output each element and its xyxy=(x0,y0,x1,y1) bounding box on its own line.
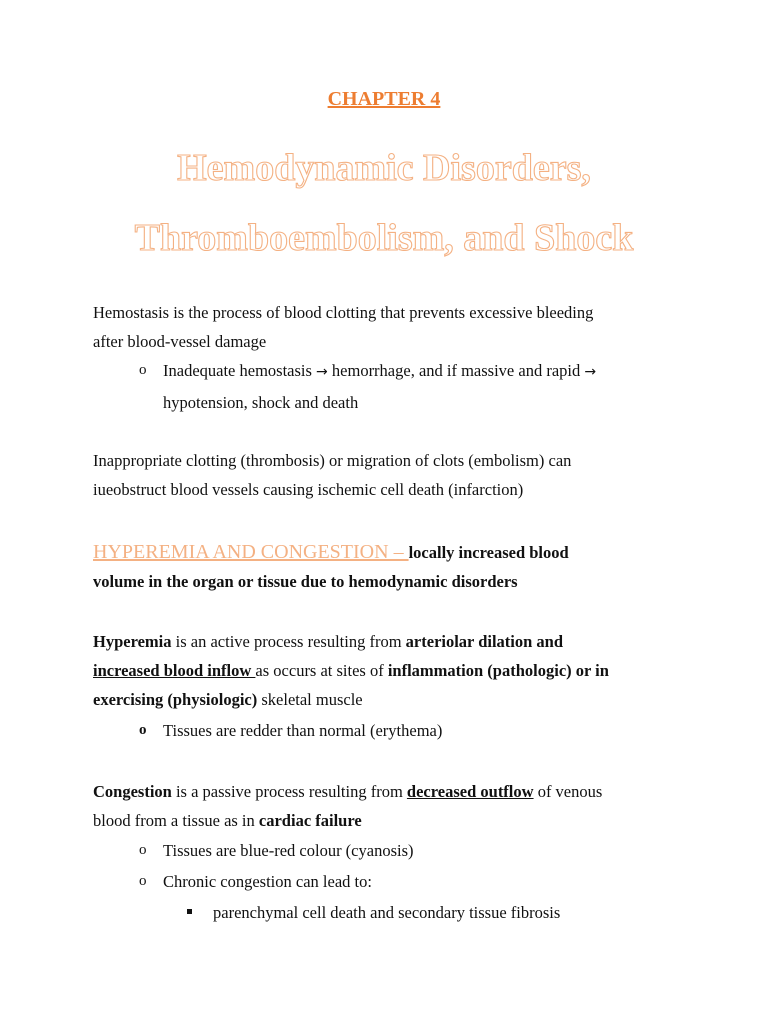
bullet-marker: o xyxy=(139,362,147,378)
term-decreased-outflow: decreased outflow xyxy=(406,782,534,801)
section-hyperemia-congestion xyxy=(93,538,713,596)
paragraph-line: iueobstruct blood vessels causing ischemic cell death (infarction) xyxy=(93,480,524,499)
bullet-marker: o xyxy=(139,873,147,889)
paragraph-line: after blood-vessel damage xyxy=(93,332,267,351)
subbullet-fibrosis: parenchymal cell death and secondary tissue fibrosis xyxy=(213,903,561,922)
arrow-right-icon: → xyxy=(584,364,597,380)
term-hyperemia: Hyperemia xyxy=(93,632,172,651)
section-definition: locally increased blood xyxy=(408,543,569,562)
section-heading: HYPEREMIA AND CONGESTION – xyxy=(93,541,409,563)
term-congestion: Congestion xyxy=(93,782,172,801)
paragraph-line: Hyperemia is an active process resulting from arteriolar dilation and xyxy=(93,632,564,651)
square-bullet-icon xyxy=(187,909,192,914)
paragraph-line: increased blood inflow as occurs at sites of inflammation (pathologic) or in xyxy=(93,661,609,680)
paragraph-line: exercising (physiologic) skeletal muscle xyxy=(93,690,363,709)
bullet-marker: o xyxy=(139,722,147,738)
paragraph-line: Congestion is a passive process resulting from decreased outflow of venous xyxy=(93,782,603,801)
chapter-title-line-2: Thromboembolism, and Shock xyxy=(134,217,634,259)
bullet-continuation: hypotension, shock and death xyxy=(163,393,359,412)
paragraph-line: Inappropriate clotting (thrombosis) or migration of clots (embolism) can xyxy=(93,451,572,470)
bullet-cyanosis: Tissues are blue-red colour (cyanosis) xyxy=(163,841,414,860)
paragraph-hyperemia xyxy=(93,627,693,714)
paragraph-inappropriate-clotting xyxy=(93,446,693,504)
term-increased-blood-inflow: increased blood inflow xyxy=(93,661,256,680)
chapter-label: CHAPTER 4 xyxy=(327,88,441,110)
bullet-marker: o xyxy=(139,842,147,858)
bullet-chronic-congestion: Chronic congestion can lead to: xyxy=(163,872,372,891)
section-heading-line xyxy=(93,567,713,596)
paragraph-line: blood from a tissue as in cardiac failure xyxy=(93,811,362,830)
section-heading-line xyxy=(93,538,713,567)
paragraph-hemostasis xyxy=(93,298,693,356)
bullet-inadequate-hemostasis: Inadequate hemostasis → hemorrhage, and if massive and rapid → xyxy=(163,361,597,380)
paragraph-congestion xyxy=(93,777,693,835)
arrow-right-icon: → xyxy=(316,364,328,380)
chapter-title-line-1: Hemodynamic Disorders, xyxy=(177,147,591,189)
paragraph-line: Hemostasis is the process of blood clotting that prevents excessive bleeding xyxy=(93,303,594,322)
bullet-erythema: Tissues are redder than normal (erythema) xyxy=(163,721,443,740)
section-definition: volume in the organ or tissue due to hemodynamic disorders xyxy=(93,572,518,591)
